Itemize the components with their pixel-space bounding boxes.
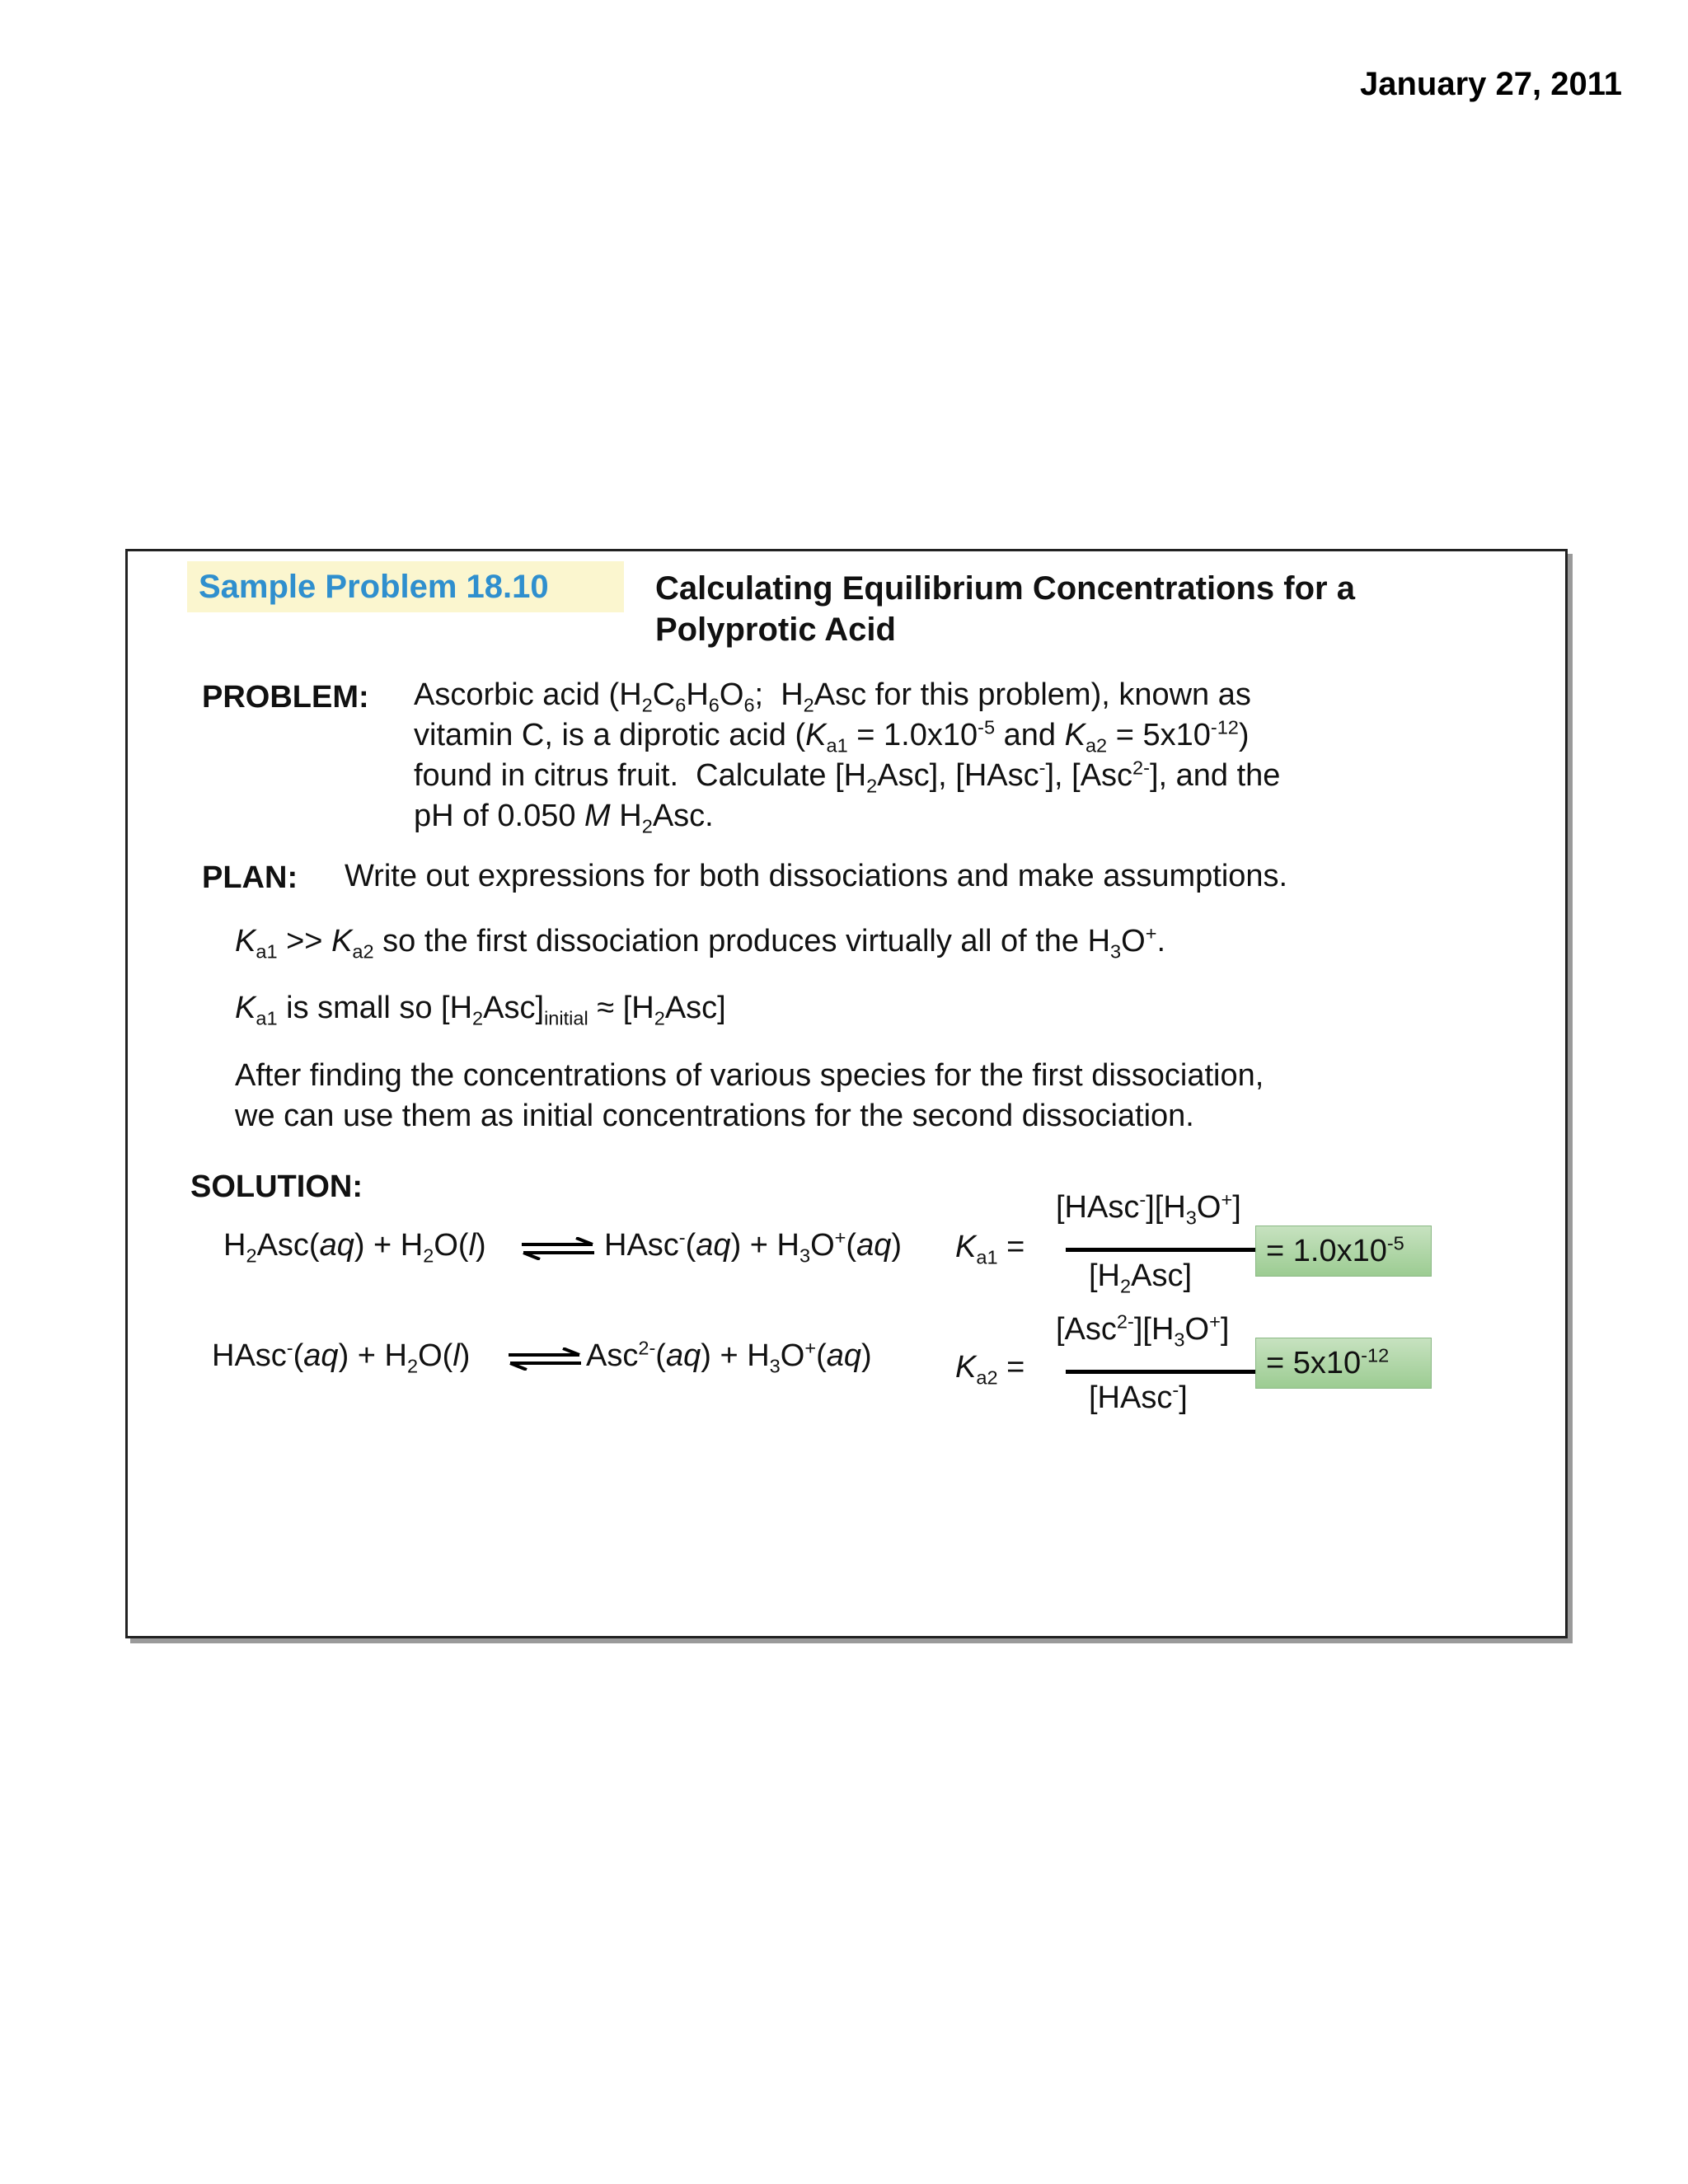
ka2-denominator: [HAsc-] xyxy=(1089,1379,1188,1415)
page-date: January 27, 2011 xyxy=(1359,66,1622,102)
reaction-2-right: $Asc^{2-}(aq) + H_3O^+(aq)$ xyxy=(586,1337,872,1377)
ka2-numerator: $[Asc^{2-}][H_3O^+]$ xyxy=(1056,1310,1230,1351)
after-text xyxy=(235,1056,1264,1137)
problem-line-3: found in citrus fruit. Calculate $[H_2Asc]$, [HAsc-], [Asc$^{2-}$], and the xyxy=(414,757,1281,797)
sample-problem-label: Sample Problem 18.10 xyxy=(187,561,624,612)
ka2-value-box xyxy=(1255,1338,1432,1389)
ka1-denominator: $[H_2Asc]$ xyxy=(1089,1258,1193,1297)
equilibrium-arrow-2-icon xyxy=(505,1347,584,1371)
title-line-1: Calculating Equilibrium Concentrations for a xyxy=(655,570,1355,607)
problem-line-4: pH of 0.050 M $H_2Asc$. xyxy=(414,799,714,837)
assumption-1: $K_{a1} >> K_{a2}$ so the first dissociation produces virtually all of the $H_3O^+$. xyxy=(235,922,1166,963)
ka1-value-box xyxy=(1255,1226,1432,1277)
problem-line-2: vitamin C, is a diprotic acid ($K_{a1} = 1.0x10^{-5}$ and $K_{a2} = 5x10^{-12}$) xyxy=(414,716,1250,757)
title-line-2: Polyprotic Acid xyxy=(655,612,896,648)
ka2-exponent: -12 xyxy=(1361,1344,1390,1366)
ka1-fraction-bar xyxy=(1066,1248,1283,1252)
after-line-1: After finding the concentrations of various species for the first dissociation, xyxy=(235,1058,1264,1093)
after-line-2: we can use them as initial concentrations for the second dissociation. xyxy=(235,1099,1194,1133)
ka2-fraction-bar xyxy=(1066,1370,1259,1374)
ka1-numerator: $[HAsc^-][H_3O^+]$ xyxy=(1056,1188,1241,1229)
plan-text: Write out expressions for both dissociations and make assumptions. xyxy=(345,859,1288,893)
slide-frame xyxy=(125,549,1568,1638)
assumption-2: $K_{a1}$ is small so $[H_2Asc]_{initial} \approx [H_2Asc]$ xyxy=(235,991,726,1029)
problem-label: PROBLEM: xyxy=(202,680,369,715)
problem-text xyxy=(414,675,1280,837)
ka1-expression-label: $K_{a1}$ = xyxy=(955,1230,1025,1268)
reaction-2-left: HAsc-(aq) + $H_2O(l)$ xyxy=(212,1337,471,1377)
ka1-exponent: -5 xyxy=(1386,1232,1404,1254)
reaction-1-right: HAsc-(aq) + $H_3O^+(aq)$ xyxy=(604,1226,903,1267)
equilibrium-arrow-1-icon xyxy=(518,1237,598,1260)
ka1-value: = 1.0x10 xyxy=(1266,1234,1387,1268)
plan-label: PLAN: xyxy=(202,860,298,895)
slide-title xyxy=(655,568,1355,650)
problem-line-1: Ascorbic acid ($H_2C_6H_6O_6$; $H_2Asc$ for this problem), known as xyxy=(414,677,1251,716)
solution-label: SOLUTION: xyxy=(190,1169,363,1204)
ka2-value: = 5x10 xyxy=(1266,1346,1362,1380)
reaction-1-left: $H_2Asc(aq) + H_2O(l)$ xyxy=(223,1228,486,1267)
ka2-expression-label: $K_{a2}$ = xyxy=(955,1350,1025,1389)
